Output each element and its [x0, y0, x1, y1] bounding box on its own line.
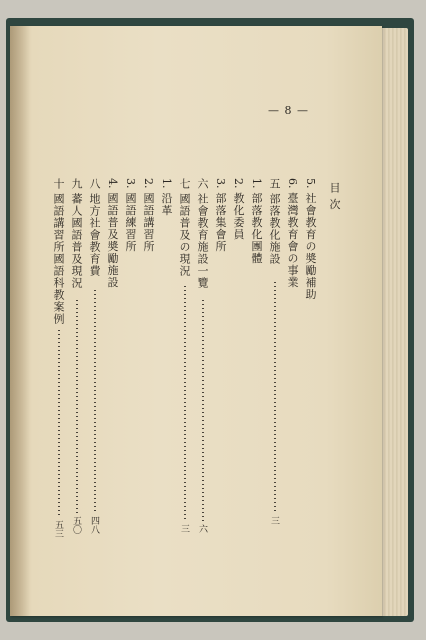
- toc-entry-number: 1.: [250, 178, 263, 189]
- toc-entry-seven: [178, 178, 191, 277]
- toc-entry-title: 蕃人國語普及現況: [70, 193, 83, 289]
- toc-page-ref: 三: [179, 524, 189, 533]
- leader-dots: [202, 300, 204, 522]
- toc-entry-eight: [88, 178, 101, 277]
- toc-heading: 目 次: [328, 182, 341, 211]
- toc-entry-number: 5.: [304, 178, 317, 189]
- toc-entry-2b: [142, 178, 155, 253]
- toc-entry-title: 國語講習所國語科教案例: [52, 193, 65, 325]
- toc-entry-5: [304, 178, 317, 301]
- toc-entry-number: 2.: [232, 178, 245, 189]
- toc-entry-2a: [232, 178, 245, 241]
- toc-entry-number: 五: [268, 178, 281, 189]
- toc-entry-number: 3.: [124, 178, 137, 189]
- toc-entry-title: 部落教化團體: [250, 192, 263, 265]
- page-number: — 8 —: [268, 104, 309, 117]
- leader-dots: [274, 282, 276, 514]
- page-gutter: [10, 26, 30, 616]
- toc-entry-title: 部落集會所: [214, 192, 227, 253]
- toc-page-ref: 五〇: [71, 516, 81, 534]
- toc-entry-title: 國語普及奬勵施設: [106, 192, 119, 289]
- toc-entry-4b: [106, 178, 119, 289]
- toc-entry-number: 6.: [286, 178, 299, 189]
- leader-dots: [58, 330, 60, 518]
- toc-entry-title: 社會教育施設一覽: [196, 193, 209, 289]
- toc-entry-five: [268, 178, 281, 265]
- toc-entry-title: 國語練習所: [124, 192, 137, 253]
- toc-entry-3a: [214, 178, 227, 253]
- toc-entry-number: 1.: [160, 178, 173, 189]
- toc-entry-1b: [160, 178, 173, 217]
- toc-entry-title: 部落教化施設: [268, 193, 281, 265]
- toc-entry-3b: [124, 178, 137, 253]
- toc-entry-number: 4.: [106, 178, 119, 189]
- toc-entry-number: 3.: [214, 178, 227, 189]
- toc-entry-number: 2.: [142, 178, 155, 189]
- toc-entry-6: [286, 178, 299, 289]
- toc-page-ref: 六: [197, 524, 207, 533]
- toc-page-ref: 五三: [53, 520, 63, 538]
- toc-entry-title: 臺灣教育會の事業: [286, 192, 299, 289]
- leader-dots: [94, 290, 96, 514]
- toc-entry-number: 八: [88, 178, 101, 189]
- toc-entry-nine: [70, 178, 83, 289]
- toc-entry-number: 九: [70, 178, 83, 189]
- toc-page-ref: 四八: [89, 516, 99, 534]
- toc-entry-number: 十: [52, 178, 65, 189]
- toc-entry-ten: [52, 178, 65, 325]
- toc-entry-title: 教化委員: [232, 192, 245, 241]
- toc-entry-1a: [250, 178, 263, 265]
- toc-entry-title: 沿革: [160, 192, 173, 217]
- toc-entry-number: 六: [196, 178, 209, 189]
- toc-page-ref: 三: [269, 516, 279, 525]
- toc-entry-six: [196, 178, 209, 289]
- leader-dots: [184, 286, 186, 522]
- leader-dots: [76, 300, 78, 514]
- toc-entry-title: 地方社會教育費: [88, 193, 101, 277]
- toc-entry-number: 七: [178, 178, 191, 189]
- toc-entry-title: 國語講習所: [142, 192, 155, 253]
- toc-entry-title: 社會教育の奬勵補助: [304, 192, 317, 301]
- toc-entry-title: 國語普及の現況: [178, 193, 191, 277]
